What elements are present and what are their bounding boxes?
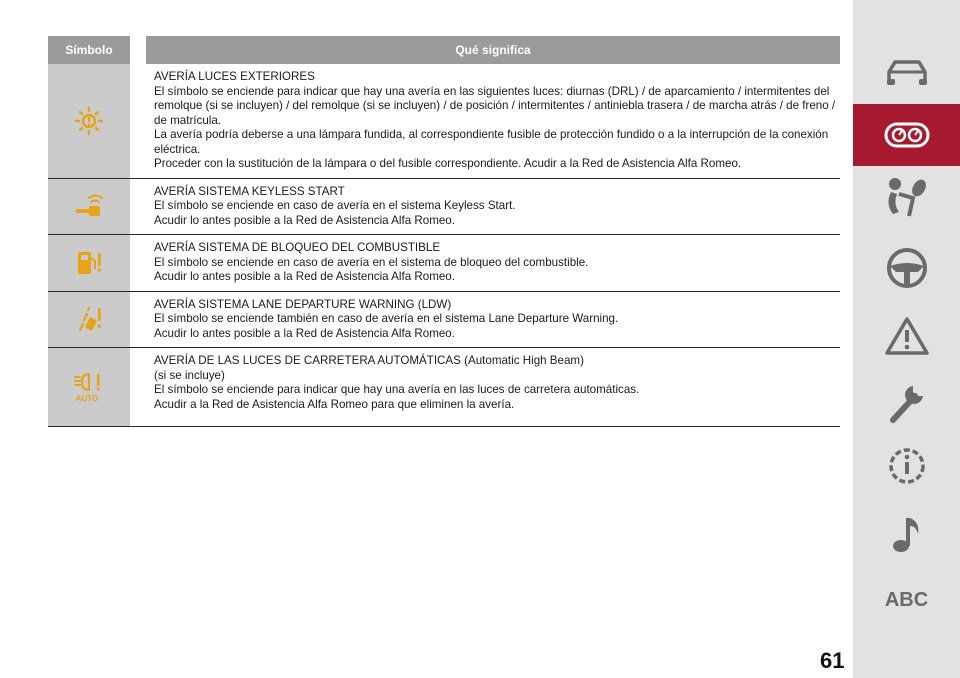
wrench-icon (885, 380, 929, 424)
row-title: AVERÍA LUCES EXTERIORES (154, 70, 315, 83)
meaning-cell (130, 348, 840, 426)
row-title: AVERÍA DE LAS LUCES DE CARRETERA AUTOMÁTICAS (Automatic High Beam) (154, 354, 584, 367)
steering-wheel-icon (885, 246, 929, 290)
table-row (48, 348, 840, 427)
row-text: Acudir lo antes posible a la Red de Asistencia Alfa Romeo. (154, 326, 455, 340)
symbol-cell (48, 64, 130, 178)
symbol-table (48, 36, 840, 427)
exterior-light-failure-icon (74, 106, 104, 136)
header-meaning: Qué significa (455, 43, 531, 57)
symbol-cell (48, 235, 130, 291)
auto-high-beam-failure-icon (72, 371, 106, 403)
car-icon (883, 52, 931, 88)
row-text: Proceder con la sustitución de la lámpara o del fusible correspondiente. Acudir a la Red de Asistencia Alfa Romeo. (154, 157, 742, 170)
chapter-sidebar (853, 0, 960, 678)
symbol-cell (48, 292, 130, 348)
row-title: AVERÍA SISTEMA LANE DEPARTURE WARNING (LDW) (154, 297, 452, 311)
symbol-cell (48, 348, 130, 426)
sidebar-item-instruments[interactable] (853, 104, 960, 166)
table-row (48, 292, 840, 349)
meaning-cell (130, 64, 840, 178)
row-text: El símbolo se enciende para indicar que hay una avería en las luces de carretera automáticas. (154, 383, 640, 396)
meaning-cell (130, 179, 840, 235)
row-text: El símbolo se enciende también en caso de avería en el sistema Lane Departure Warning. (154, 312, 619, 325)
sidebar-item-multimedia[interactable] (853, 504, 960, 564)
row-text: La avería podría deberse a una lámpara fundida, al correspondiente fusible de protección fundido o a la interrupción de la conexión eléctrica. (154, 128, 829, 156)
row-text: Acudir a la Red de Asistencia Alfa Romeo para que eliminen la avería. (154, 397, 515, 411)
row-text: El símbolo se enciende para indicar que hay una avería en las siguientes luces: diurnas (DRL) / de aparcamiento / intermitentes del remolque (si se incluyen) / del remolque (si se incluyen) / de posición / intermitentes / antiniebla trasera / de marcha atrás / de freno / de matrícula. (154, 84, 836, 127)
table-row (48, 179, 840, 236)
keyless-start-failure-icon (74, 194, 104, 218)
sidebar-item-technical-data[interactable] (853, 436, 960, 496)
sidebar-item-vehicle[interactable] (853, 40, 960, 100)
instrument-panel-icon (883, 120, 931, 150)
meaning-cell (130, 292, 840, 348)
music-note-icon (889, 512, 925, 556)
symbol-cell (48, 179, 130, 235)
safety-airbag-icon (883, 176, 931, 220)
sidebar-item-emergency[interactable] (853, 306, 960, 366)
row-text: El símbolo se enciende en caso de avería en el sistema Keyless Start. (154, 199, 516, 212)
header-symbol: Símbolo (65, 43, 113, 57)
fuel-lock-failure-icon (74, 248, 104, 278)
row-text: El símbolo se enciende en caso de avería en el sistema de bloqueo del combustible. (154, 255, 589, 269)
sidebar-item-index[interactable] (853, 570, 960, 630)
gear-info-icon (885, 444, 929, 488)
row-title: AVERÍA SISTEMA KEYLESS START (154, 184, 345, 198)
index-label: ABC (884, 588, 929, 611)
lane-departure-failure-icon (74, 304, 104, 334)
sidebar-item-safety[interactable] (853, 168, 960, 228)
sidebar-item-starting-driving[interactable] (853, 238, 960, 298)
page-number: 61 (820, 648, 845, 673)
meaning-cell (130, 235, 840, 291)
row-title: AVERÍA SISTEMA DE BLOQUEO DEL COMBUSTIBLE (154, 241, 441, 254)
row-text: Acudir lo antes posible a la Red de Asistencia Alfa Romeo. (154, 270, 455, 283)
sidebar-item-maintenance[interactable] (853, 372, 960, 432)
table-header (48, 36, 840, 64)
row-text: (si se incluye) (154, 368, 225, 382)
auto-label: AUTO (75, 394, 99, 403)
row-text: Acudir lo antes posible a la Red de Asistencia Alfa Romeo. (154, 213, 455, 227)
table-row (48, 235, 840, 292)
table-row (48, 64, 840, 179)
warning-triangle-icon (884, 316, 930, 356)
